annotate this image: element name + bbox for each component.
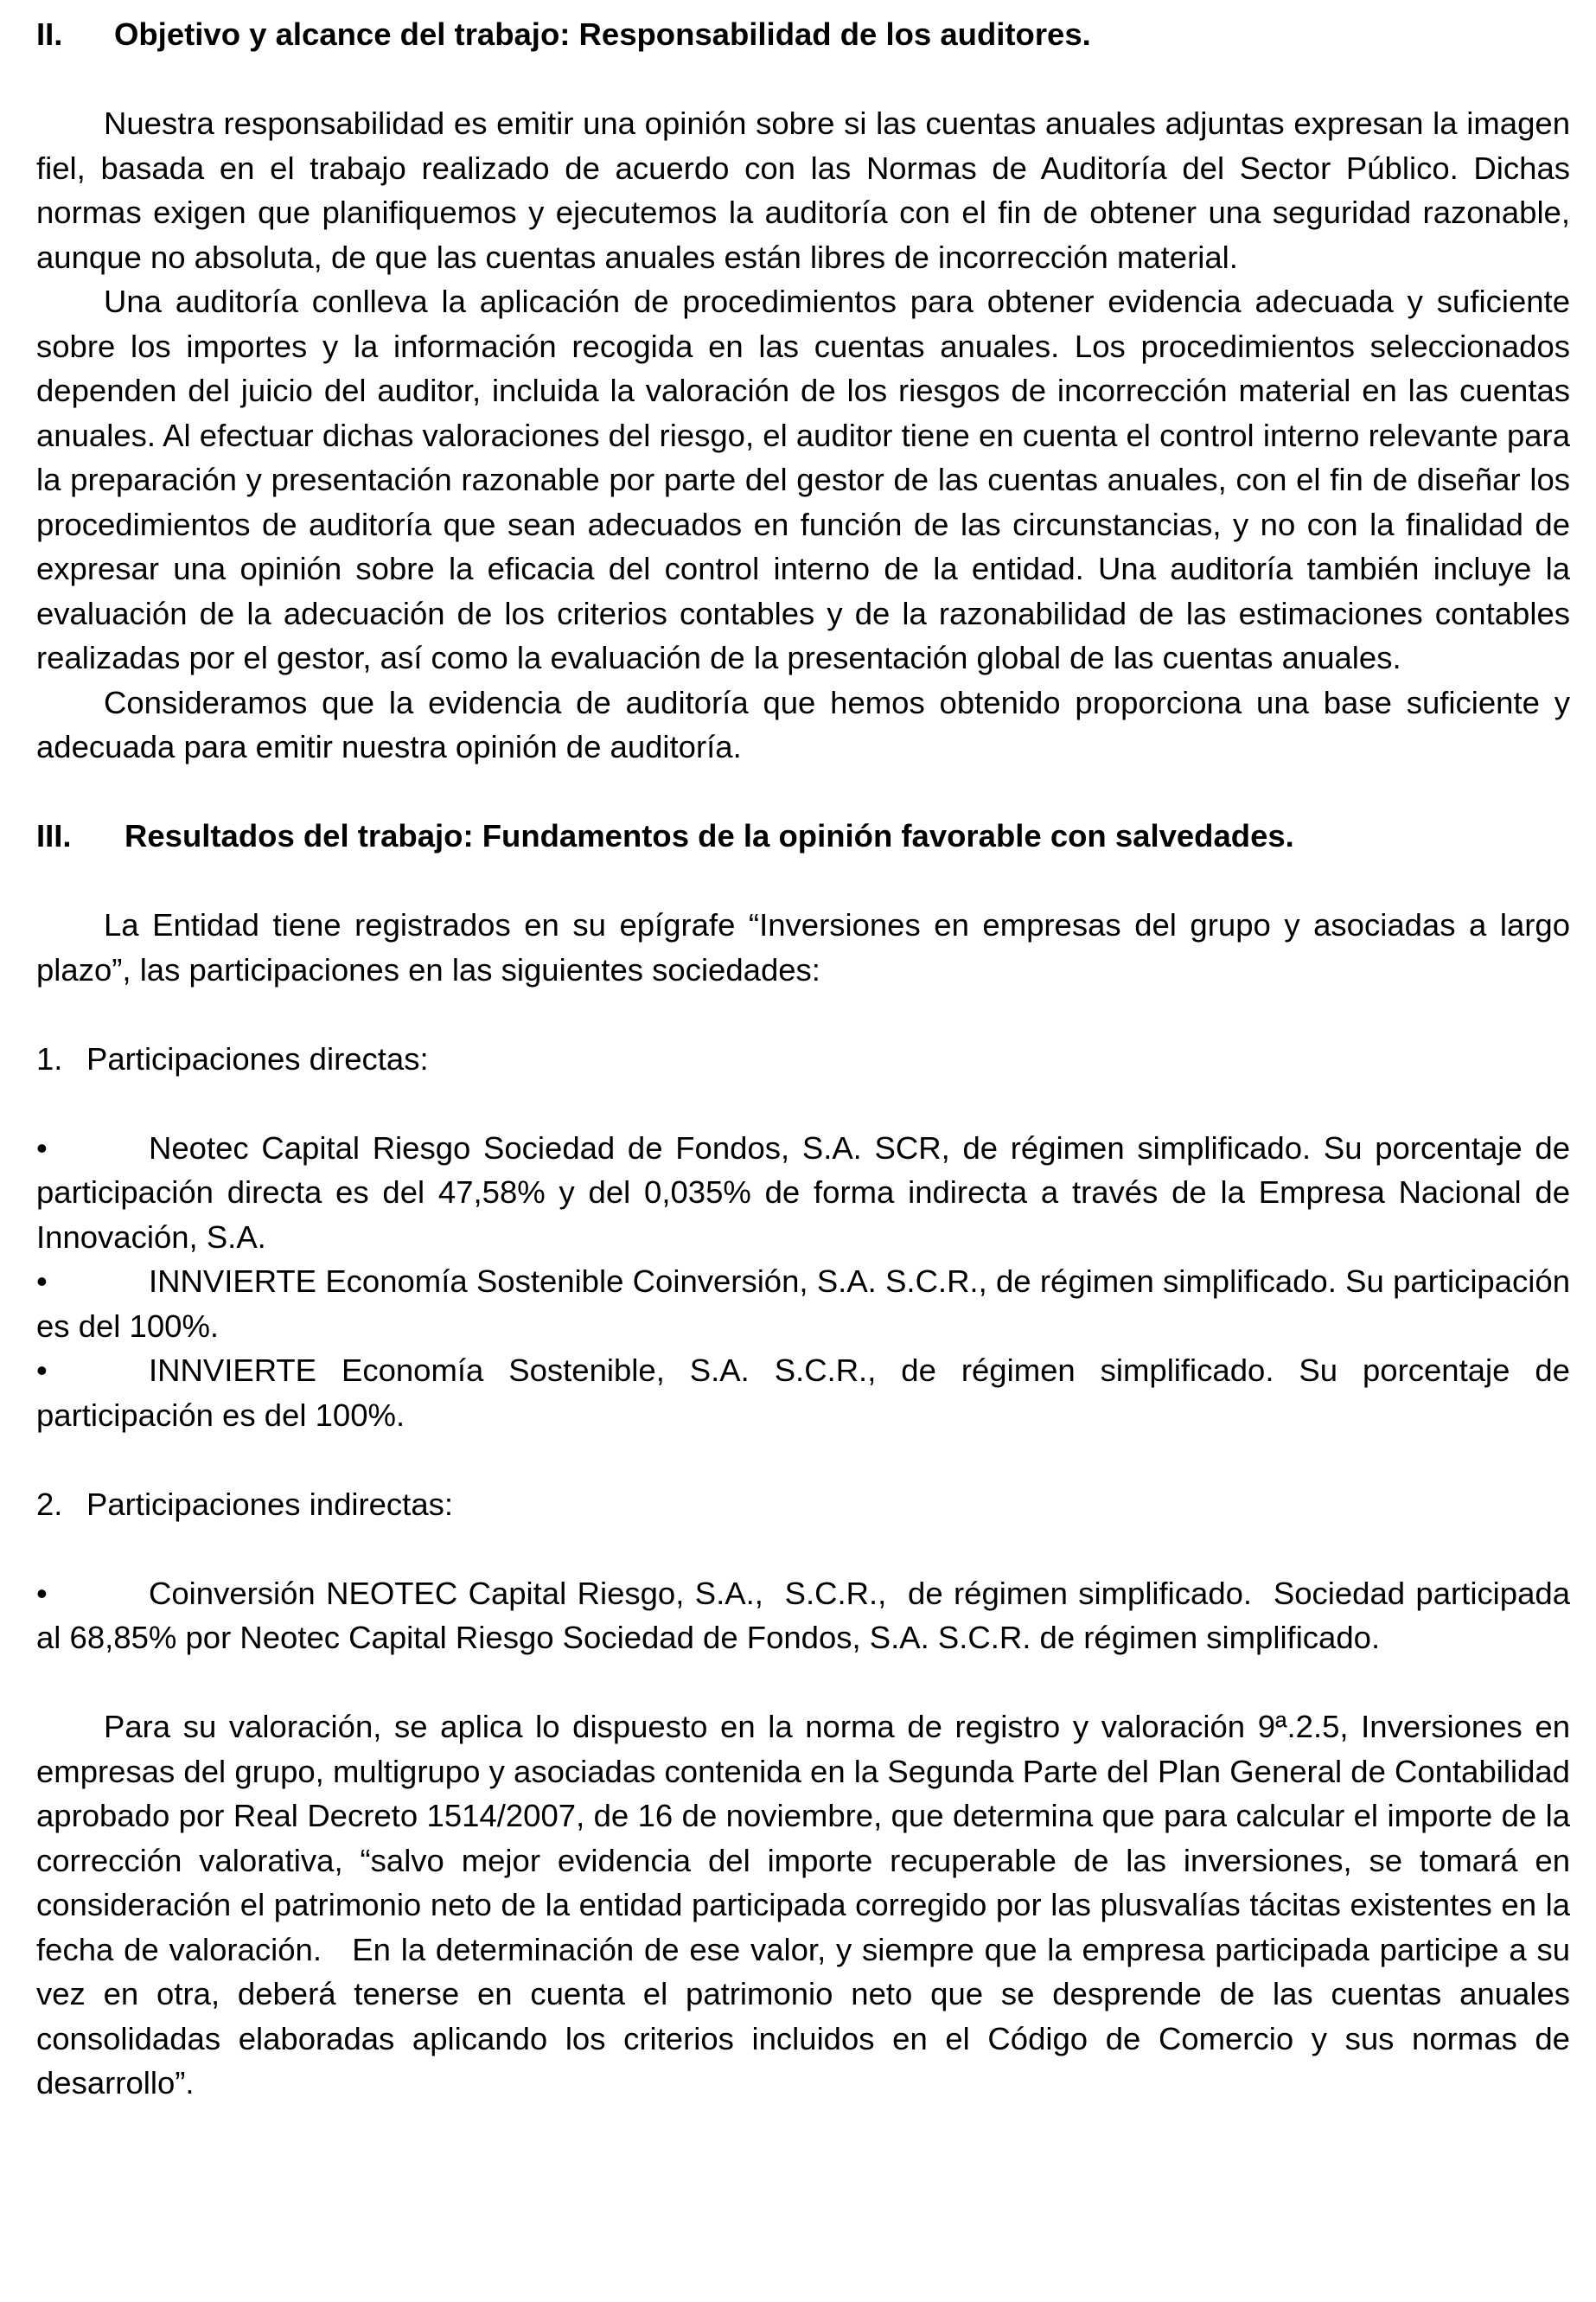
spacer — [36, 1660, 1570, 1705]
spacer — [36, 859, 1570, 904]
list-item-text: INNVIERTE Economía Sostenible Coinversión, S.A. S.C.R., de régimen simplificado. Su participación es del 100%. — [36, 1263, 1570, 1344]
list-item-text: INNVIERTE Economía Sostenible, S.A. S.C.R., de régimen simplificado. Su porcentaje de participación es del 100%. — [36, 1352, 1570, 1433]
list-label: Participaciones indirectas: — [86, 1486, 454, 1522]
paragraph-valoracion: Para su valoración, se aplica lo dispuesto en la norma de registro y valoración 9ª.2.5, Inversiones en empresas del grupo, multigrupo y asociadas contenida en la Segunda Parte del Plan General de Contabilidad aprobado por Real Decreto 1514/2007, de 16 de noviembre, que determina que para calcular el importe de la corrección valorativa, “salvo mejor evidencia del importe recuperable de las inversiones, se tomará en consideración el patrimonio neto de la entidad participada corregido por las plusvalías tácitas existentes en la fecha de valoración. En la determinación de ese valor, y siempre que la empresa participada participe a su vez en otra, deberá tenerse en cuenta el patrimonio neto que se desprende de las cuentas anuales consolidadas elaboradas aplicando los criterios incluidos en el Código de Comercio y sus normas de desarrollo”. — [36, 1709, 1580, 2101]
list-heading-indirectas — [36, 1482, 1570, 1527]
list-heading-directas — [36, 1037, 1570, 1082]
spacer — [36, 1437, 1570, 1482]
bullet-icon: • — [36, 1263, 48, 1299]
list-number: 2. — [36, 1486, 63, 1522]
paragraph-intro: La Entidad tiene registrados en su epígrafe “Inversiones en empresas del grupo y asociadas a largo plazo”, las participaciones en las siguientes sociedades: — [36, 907, 1570, 988]
bullet-icon: • — [36, 1129, 48, 1166]
paragraph-evidencia: Consideramos que la evidencia de auditoría que hemos obtenido proporciona una base suficiente y adecuada para emitir nuestra opinión de auditoría. — [36, 684, 1570, 764]
section-heading-objetivo — [36, 12, 1570, 57]
spacer — [36, 770, 1570, 815]
spacer — [36, 57, 1570, 102]
list-number: 1. — [36, 1040, 63, 1077]
list-item — [36, 1259, 1570, 1348]
spacer — [36, 1526, 1570, 1571]
list-label: Participaciones directas: — [86, 1040, 429, 1077]
list-item — [36, 1571, 1580, 1660]
section-title: Resultados del trabajo: Fundamentos de la opinión favorable con salvedades. — [124, 818, 1294, 854]
document-page — [36, 12, 1580, 2106]
spacer — [36, 1081, 1570, 1126]
spacer — [36, 992, 1570, 1037]
bullet-icon: • — [36, 1352, 48, 1388]
list-item — [36, 1126, 1570, 1260]
bullet-icon: • — [36, 1575, 48, 1611]
section-heading-resultados — [36, 814, 1570, 859]
section-title: Objetivo y alcance del trabajo: Responsabilidad de los auditores. — [114, 16, 1091, 52]
list-item-text: Coinversión NEOTEC Capital Riesgo, S.A., S.C.R., de régimen simplificado. Sociedad participada al 68,85% por Neotec Capital Riesgo Sociedad de Fondos, S.A. S.C.R. de régimen simplificado. — [36, 1575, 1580, 1655]
list-item-text: Neotec Capital Riesgo Sociedad de Fondos, S.A. SCR, de régimen simplificado. Su porcentaje de participación directa es del 47,58% y del 0,035% de forma indirecta a través de la Empresa Nacional de Innovación, S.A. — [36, 1129, 1570, 1255]
section-number: II. — [36, 16, 63, 52]
list-item — [36, 1348, 1570, 1437]
paragraph-procedimientos: Una auditoría conlleva la aplicación de procedimientos para obtener evidencia adecuada y suficiente sobre los importes y la información recogida en las cuentas anuales. Los procedimientos seleccionados dependen del juicio del auditor, incluida la valoración de los riesgos de incorrección material en las cuentas anuales. Al efectuar dichas valoraciones del riesgo, el auditor tiene en cuenta el control interno relevante para la preparación y presentación razonable por parte del gestor de las cuentas anuales, con el fin de diseñar los procedimientos de auditoría que sean adecuados en función de las circunstancias, y no con la finalidad de expresar una opinión sobre la eficacia del control interno de la entidad. Una auditoría también incluye la evaluación de la adecuación de los criterios contables y de la razonabilidad de las estimaciones contables realizadas por el gestor, así como la evaluación de la presentación global de las cuentas anuales. — [36, 284, 1570, 675]
paragraph-responsabilidad: Nuestra responsabilidad es emitir una opinión sobre si las cuentas anuales adjuntas expresan la imagen fiel, basada en el trabajo realizado de acuerdo con las Normas de Auditoría del Sector Público. Dichas normas exigen que planifiquemos y ejecutemos la auditoría con el fin de obtener una seguridad razonable, aunque no absoluta, de que las cuentas anuales están libres de incorrección material. — [36, 106, 1570, 275]
section-number: III. — [36, 818, 72, 854]
